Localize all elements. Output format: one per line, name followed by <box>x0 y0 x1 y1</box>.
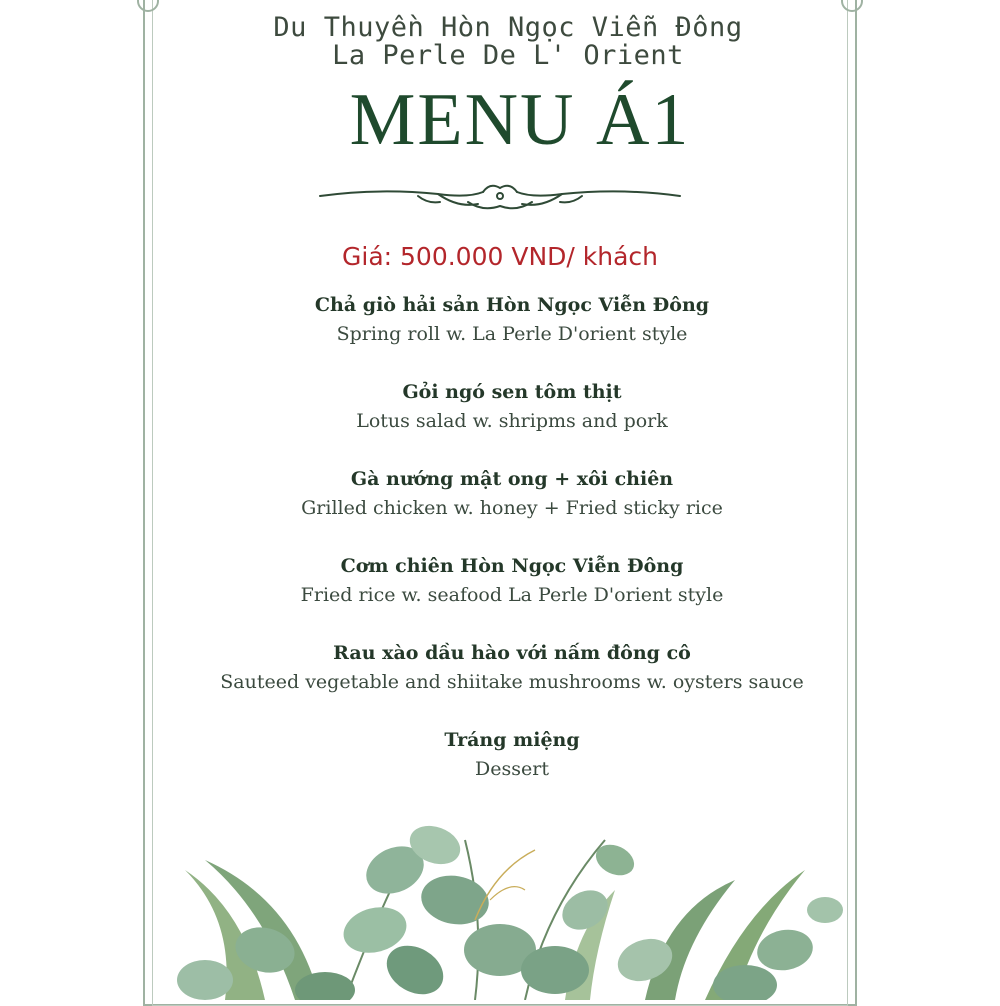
dish-item <box>0 638 1000 725</box>
dish-name-vn: Rau xào dầu hào với nấm đông cô <box>333 642 691 664</box>
dish-item <box>0 377 1000 464</box>
price-per-guest: Giá: 500.000 VND/ khách <box>342 242 658 271</box>
dish-name-en: Lotus salad w. shripms and pork <box>356 410 668 432</box>
dish-name-en: Sauteed vegetable and shiitake mushrooms w. oysters sauce <box>220 671 804 693</box>
dish-name-en: Grilled chicken w. honey + Fried sticky rice <box>301 497 723 519</box>
eucalyptus-foliage-icon <box>145 800 855 1000</box>
dish-item <box>0 290 1000 377</box>
dish-name-vn: Chả giò hải sản Hòn Ngọc Viễn Đông <box>314 294 710 316</box>
dish-name-vn: Gà nướng mật ong + xôi chiên <box>350 468 674 490</box>
dish-list <box>0 290 1000 812</box>
dish-name-vn: Cơm chiên Hòn Ngọc Viễn Đông <box>340 555 684 577</box>
dish-name-en: Dessert <box>475 758 549 780</box>
flourish-divider-icon <box>318 178 682 218</box>
dish-name-en: Fried rice w. seafood La Perle D'orient style <box>300 584 724 606</box>
dish-name-vn: Gỏi ngó sen tôm thịt <box>402 381 622 403</box>
dish-item <box>0 551 1000 638</box>
dish-name-en: Spring roll w. La Perle D'orient style <box>336 323 688 345</box>
menu-title: MENU Á1 <box>349 79 691 161</box>
dish-item <box>0 464 1000 551</box>
dish-name-vn: Tráng miệng <box>444 729 580 751</box>
restaurant-name-vn: Du Thuyền Hòn Ngọc Viễn Đông <box>273 12 743 43</box>
dish-item <box>0 725 1000 812</box>
restaurant-name-fr: La Perle De L' Orient <box>332 40 684 71</box>
